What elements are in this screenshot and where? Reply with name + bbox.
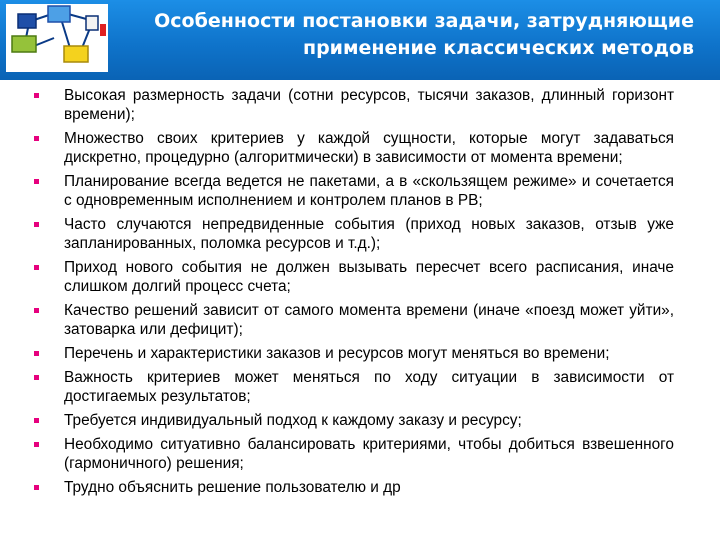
list-item <box>34 368 674 406</box>
bullet-marker <box>34 308 39 313</box>
bullet-marker <box>34 418 39 423</box>
bullet-marker <box>34 442 39 447</box>
list-item <box>34 435 674 473</box>
bullet-marker <box>34 179 39 184</box>
list-item-text: Перечень и характеристики заказов и ресурсов могут меняться во времени; <box>64 345 610 362</box>
bullet-marker <box>34 93 39 98</box>
list-item <box>34 129 674 167</box>
list-item <box>34 301 674 339</box>
list-item <box>34 258 674 296</box>
list-item <box>34 215 674 253</box>
list-item-text: Трудно объяснить решение пользователю и др <box>64 479 401 496</box>
bullet-marker <box>34 375 39 380</box>
list-item-text: Приход нового события не должен вызывать пересчет всего расписания, иначе слишком долгий процесс счета; <box>64 259 674 295</box>
list-item <box>34 86 674 124</box>
slide-header <box>0 0 720 80</box>
bullet-marker <box>34 485 39 490</box>
list-item-text: Высокая размерность задачи (сотни ресурсов, тысячи заказов, длинный горизонт времени); <box>64 87 674 123</box>
network-diagram-icon <box>6 4 108 72</box>
slide-title <box>134 8 694 62</box>
bullet-marker <box>34 136 39 141</box>
list-item-text: Планирование всегда ведется не пакетами, а в «скользящем режиме» и сочетается с одновременным исполнением и контролем планов в РВ; <box>64 173 674 209</box>
list-item-text: Множество своих критериев у каждой сущности, которые могут задаваться дискретно, процедурно (алгоритмически) в зависимости от момента времени; <box>64 130 674 166</box>
slide-title-line-2: применение классических методов <box>302 37 694 59</box>
list-item <box>34 411 674 430</box>
list-item <box>34 172 674 210</box>
bullet-marker <box>34 222 39 227</box>
bullet-marker <box>34 265 39 270</box>
list-item-text: Требуется индивидуальный подход к каждому заказу и ресурсу; <box>64 412 522 429</box>
bullet-marker <box>34 351 39 356</box>
list-item-text: Качество решений зависит от самого момента времени (иначе «поезд может уйти», затоварка или дефицит); <box>64 302 674 338</box>
list-item-text: Необходимо ситуативно балансировать критериями, чтобы добиться взвешенного (гармоничного) решения; <box>64 436 674 472</box>
list-item <box>34 344 674 363</box>
bullet-list <box>34 86 674 502</box>
list-item <box>34 478 674 497</box>
slide-title-line-1: Особенности постановки задачи, затрудняющие <box>154 10 694 32</box>
list-item-text: Часто случаются непредвиденные события (приход новых заказов, отзыв уже запланированных, поломка ресурсов и т.д.); <box>64 216 674 252</box>
list-item-text: Важность критериев может меняться по ходу ситуации в зависимости от достигаемых результатов; <box>64 369 674 405</box>
